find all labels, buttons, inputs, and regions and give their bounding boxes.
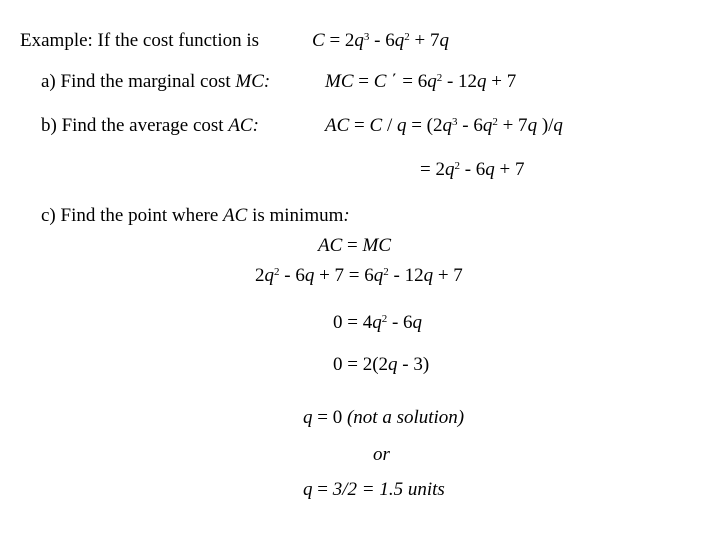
part-c-prompt: c) Find the point where AC is minimum: <box>41 205 350 226</box>
ac-equals-mc: AC = MC <box>318 235 391 256</box>
cost-function: $C = 2q^3 - 6q^2 + 7q$ <box>312 30 449 51</box>
example-label: Example: If the cost function is <box>20 30 260 51</box>
average-cost-simplified: = $2q^2 - 6q + 7$ <box>420 159 525 180</box>
simplified-equation: $0 = 4q^2 - 6q$ <box>333 312 423 333</box>
average-cost-equation: AC = $C / q = (2q^3 - 6q^2 + 7q$ )/q <box>325 115 563 136</box>
marginal-cost-equation: MC = C ΄ = $6q^2 - 12q + 7$ <box>325 71 517 92</box>
or-text: or <box>373 444 390 465</box>
set-equal-equation: $2q^2 - 6q + 7 = 6q^2 - 12q + 7$ <box>255 265 463 286</box>
solution-zero: q = 0 (not a solution) <box>303 407 465 428</box>
solution-final: q = 3/2 = 1.5 units <box>303 479 445 500</box>
part-b-prompt: b) Find the average cost AC: <box>41 115 259 136</box>
factored-equation: 0 = 2(2q - 3) <box>333 354 430 375</box>
part-a-prompt: a) Find the marginal cost MC: <box>41 71 271 92</box>
